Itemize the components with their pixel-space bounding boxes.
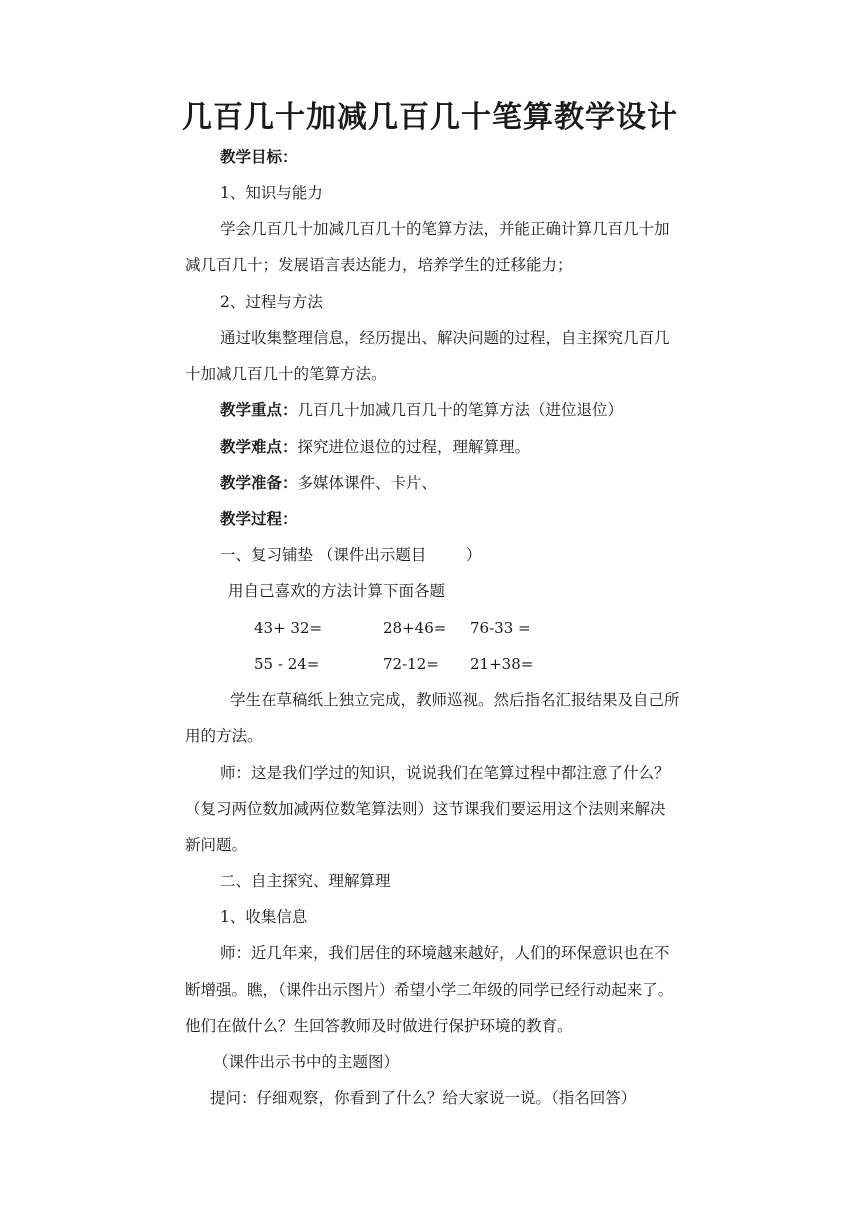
- exercise-note-line-1: 学生在草稿纸上独立完成，教师巡视。然后指名汇报结果及自己所: [230, 691, 680, 709]
- exercise-cell: 76-33 =: [470, 619, 531, 637]
- exercise-cell: 55 - 24=: [254, 655, 320, 673]
- teacher-question2-line-2: 断增强。瞧，（课件出示图片）希望小学二年级的同学已经行动起来了。: [185, 981, 674, 999]
- difficulty-text: 探究进位退位的过程，理解算理。: [297, 438, 531, 456]
- goal1-text-line-1: 学会几百几十加减几百几十的笔算方法，并能正确计算几百几十加: [220, 220, 670, 238]
- exercise-cell: 28+46=: [383, 619, 447, 637]
- section1-instruction: 用自己喜欢的方法计算下面各题: [228, 582, 446, 600]
- key-point-text: 几百几十加减几百几十的笔算方法（进位退位）: [297, 401, 624, 419]
- section1-heading: 一、复习铺垫 （课件出示题目 ）: [220, 546, 482, 564]
- exercise-cell: 21+38=: [470, 655, 534, 673]
- teacher-question2-line-1: 师：近几年来，我们居住的环境越来越好，人们的环保意识也在不: [220, 944, 670, 962]
- exercise-cell: 72-12=: [383, 655, 439, 673]
- teaching-goals-heading: 教学目标：: [220, 147, 298, 166]
- goal2-text-line-1: 通过收集整理信息，经历提出、解决问题的过程，自主探究几百几: [220, 329, 670, 347]
- exercise-cell: 43+ 32=: [254, 619, 323, 637]
- difficulty-label: 教学难点：: [220, 437, 298, 456]
- teacher-question1-line-2: （复习两位数加减两位数笔算法则）这节课我们要运用这个法则来解决: [185, 800, 666, 818]
- section2-heading: 二、自主探究、理解算理: [220, 872, 391, 890]
- teacher-question2-line-3: 他们在做什么？生回答教师及时做进行保护环境的教育。: [185, 1017, 573, 1035]
- exercise-note-line-2: 用的方法。: [185, 727, 263, 745]
- courseware-note: （课件出示书中的主题图）: [213, 1053, 400, 1071]
- teacher-question1-line-1: 师：这是我们学过的知识，说说我们在笔算过程中都注意了什么？: [220, 764, 670, 782]
- key-point-label: 教学重点：: [220, 400, 298, 419]
- key-point-line: [220, 399, 623, 421]
- preparation-line: [220, 472, 437, 494]
- goal2-heading: 2、过程与方法: [220, 293, 323, 311]
- teaching-process-heading: 教学过程：: [220, 509, 298, 528]
- question-prompt: 提问：仔细观察，你看到了什么？给大家说一说。（指名回答）: [210, 1089, 637, 1107]
- preparation-label: 教学准备：: [220, 473, 298, 492]
- goal2-text-line-2: 十加减几百几十的笔算方法。: [185, 365, 387, 383]
- difficulty-line: [220, 436, 530, 458]
- goal1-text-line-2: 减几百几十；发展语言表达能力，培养学生的迁移能力；: [185, 256, 573, 274]
- teacher-question1-line-3: 新问题。: [185, 836, 248, 854]
- goal1-heading: 1、知识与能力: [220, 184, 323, 202]
- document-title: 几百几十加减几百几十笔算教学设计: [182, 100, 678, 135]
- preparation-text: 多媒体课件、卡片、: [297, 474, 438, 492]
- section2-subheading: 1、收集信息: [220, 908, 308, 926]
